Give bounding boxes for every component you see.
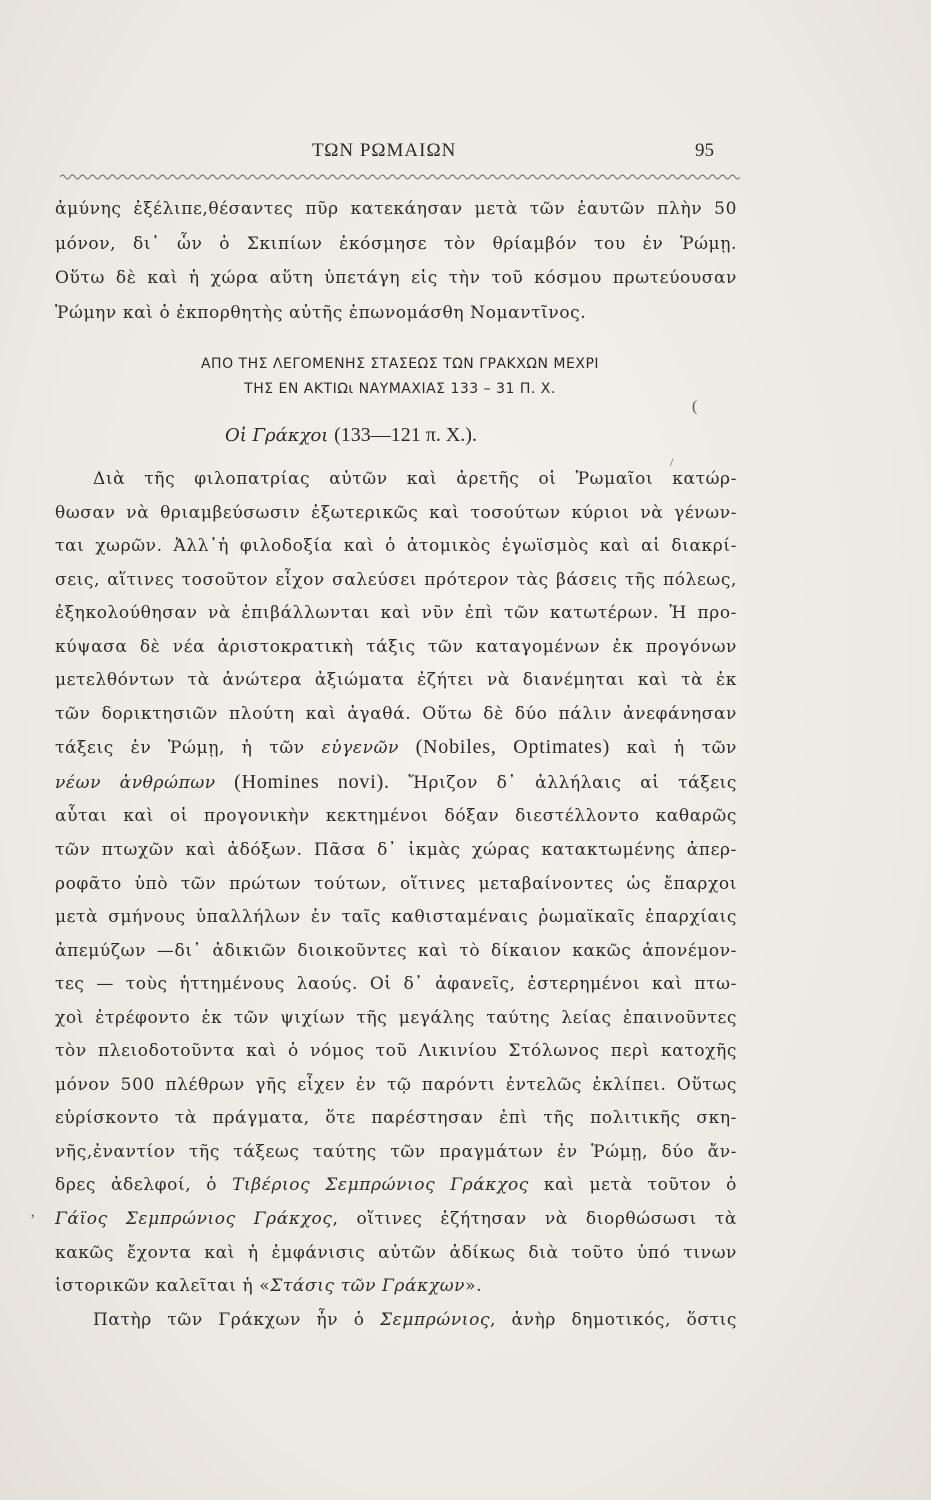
margin-mark: ( bbox=[692, 398, 698, 415]
text-line: ἀμύνης ἐξέλιπε,θέσαντες πῦρ κατεκάησαν μετὰ τῶν ἑαυτῶν πλὴν 50 bbox=[55, 199, 737, 219]
line-segment: καὶ ἡ τῶν bbox=[626, 738, 737, 759]
margin-mark: ʼ bbox=[30, 1212, 36, 1229]
text-line: Ῥώμην καὶ ὁ ἐκπορθητὴς αὐτῆς ἐπωνομάσθη Νομαντῖνος. bbox=[55, 302, 587, 323]
text-line: κύψασα δὲ νέα ἀριστοκρατικὴ τάξις τῶν καταγομένων ἐκ προγόνων bbox=[55, 636, 737, 657]
line-segment-italic: Σεμπρώνιος bbox=[380, 1309, 491, 1330]
text-line bbox=[55, 731, 737, 766]
line-segment-latin: (Homines novi). bbox=[215, 770, 409, 793]
subheading bbox=[225, 424, 477, 447]
line-segment-italic: Στάσις τῶν Γράκχων bbox=[270, 1276, 466, 1297]
line-segment: ἱστορικῶν καλεῖται ἡ « bbox=[55, 1276, 271, 1297]
section-heading-line: ΤΗΣ ΕΝ ΑΚΤΙΩι ΝΑΥΜΑΧΙΑΣ 133 – 31 Π. Χ. bbox=[244, 381, 556, 397]
text-line: Διὰ τῆς φιλοπατρίας αὐτῶν καὶ ἀρετῆς οἱ Ῥωμαῖοι κατώρ- bbox=[93, 469, 737, 489]
line-segment: , οἵτινες ἐζήτησαν νὰ διορθώσωσι τὰ bbox=[332, 1209, 737, 1230]
running-head bbox=[60, 140, 730, 170]
text-line: ται χωρῶν. Ἀλλ᾽ἡ φιλοδοξία καὶ ὁ ἀτομικὸς ἐγωϊσμὸς καὶ αἱ διακρί- bbox=[55, 536, 737, 557]
margin-mark: / bbox=[670, 455, 674, 469]
text-line: νῆς,ἐναντίον τῆς τάξεως ταύτης τῶν πραγμάτων ἐν Ῥώμῃ, δύο ἄν- bbox=[55, 1141, 737, 1162]
subheading-date: (133—121 π. Χ.). bbox=[334, 424, 477, 446]
text-line: σεις, αἵτινες τοσοῦτον εἶχον σαλεύσει πρότερον τὰς βάσεις τῆς πόλεως, bbox=[55, 569, 737, 590]
text-line: τὸν πλειοδοτοῦντα καὶ ὁ νόμος τοῦ Λικινίου Στόλωνος περὶ κατοχῆς bbox=[55, 1041, 737, 1062]
section-heading bbox=[120, 352, 680, 402]
text-line bbox=[55, 1270, 737, 1304]
line-segment: Ἤριζον δ᾽ ἀλλήλαις αἱ τάξεις bbox=[408, 772, 737, 793]
text-line: ἀπεμύζων —δι᾽ ἀδικιῶν διοικοῦντες καὶ τὸ δίκαιον κακῶς ἀπονέμον- bbox=[55, 940, 737, 961]
text-line: μετελθόντων τὰ ἀνώτερα ἀξιώματα ἐζήτει νὰ διανέμηται καὶ τὰ ἐκ bbox=[55, 670, 737, 691]
text-line bbox=[55, 766, 737, 801]
page-number: 95 bbox=[695, 140, 714, 161]
paragraph-continuation bbox=[55, 192, 737, 330]
text-line: τες — τοὺς ἡττημένους λαούς. Οἱ δ᾽ ἀφανεῖς, ἐστερημένοι καὶ πτω- bbox=[55, 974, 737, 995]
text-line bbox=[55, 1203, 737, 1237]
line-segment: καὶ μετὰ τοῦτον ὁ bbox=[528, 1175, 738, 1196]
text-line: εὑρίσκοντο τὰ πράγματα, ὅτε παρέστησαν ἐπὶ τῆς πολιτικῆς σκη- bbox=[55, 1108, 737, 1129]
text-line: ροφᾶτο ὑπὸ τῶν πρώτων τούτων, οἵτινες μεταβαίνοντες ὡς ἔπαρχοι bbox=[55, 873, 737, 894]
line-segment: τάξεις ἐν Ῥώμῃ, ἡ τῶν bbox=[55, 738, 322, 759]
text-line bbox=[55, 1304, 737, 1338]
section-heading-line: ΑΠΟ ΤΗΣ ΛΕΓΟΜΕΝΗΣ ΣΤΑΣΕΩΣ ΤΩΝ ΓΡΑΚΧΩΝ ΜΕΧΡΙ bbox=[200, 356, 600, 372]
text-line: αὗται καὶ οἱ προγονικὴν κεκτημένοι δόξαν διεστέλλοντο καθαρῶς bbox=[55, 806, 737, 827]
text-line: μόνον, δι᾽ ὧν ὁ Σκιπίων ἐκόσμησε τὸν θρίαμβόν του ἐν Ῥώμῃ. bbox=[55, 233, 737, 254]
text-line: χοὶ ἐτρέφοντο ἐκ τῶν ψιχίων τῆς μεγάλης ταύτης λείας ἐπαινοῦντες bbox=[55, 1007, 737, 1028]
text-line: ἐξηκολούθησαν νὰ ἐπιβάλλωνται καὶ νῦν ἐπὶ τῶν κατωτέρων. Ἡ προ- bbox=[55, 603, 737, 624]
text-line: τῶν δορικτησιῶν πλούτη καὶ ἀγαθά. Οὕτω δὲ δύο πάλιν ἀνεφάνησαν bbox=[55, 703, 737, 724]
line-segment: ». bbox=[465, 1276, 483, 1297]
paragraph-gracchi bbox=[55, 463, 737, 1337]
text-line: μόνον 500 πλέθρων γῆς εἶχεν ἐν τῷ παρόντι ἐντελῶς ἐκλίπει. Οὕτως bbox=[55, 1074, 737, 1095]
text-line: μετὰ σμήνους ὑπαλλήλων ἐν ταῖς καθισταμέναις ῥωμαϊκαῖς ἐπαρχίαις bbox=[55, 907, 737, 928]
line-segment: Πατὴρ τῶν Γράκχων ἦν ὁ bbox=[93, 1309, 381, 1330]
wavy-rule bbox=[60, 172, 740, 182]
text-line: Οὕτω δὲ καὶ ἡ χώρα αὕτη ὑπετάγη εἰς τὴν τοῦ κόσμου πρωτεύουσαν bbox=[55, 268, 737, 289]
text-line: θωσαν νὰ θριαμβεύσωσιν ἐξωτερικῶς καὶ τοσούτων κύριοι νὰ γένων- bbox=[55, 502, 737, 523]
text-line: τῶν πτωχῶν καὶ ἀδόξων. Πᾶσα δ᾽ ἰκμὰς χώρας κατακτωμένης ἀπερ- bbox=[55, 840, 737, 861]
line-segment-italic: νέων ἀνθρώπων bbox=[55, 772, 216, 793]
running-title: ΤΩΝ ΡΩΜΑΙΩΝ bbox=[312, 140, 457, 161]
line-segment-italic: εὐγενῶν bbox=[321, 738, 399, 759]
line-segment: δρες ἀδελφοί, ὁ bbox=[55, 1175, 233, 1196]
line-segment-latin: (Nobiles, Optimates) bbox=[399, 736, 627, 759]
text-line bbox=[55, 1169, 737, 1203]
line-segment: , ἀνὴρ δημοτικός, ὅστις bbox=[490, 1309, 737, 1330]
line-segment-italic: Τιβέριος Σεμπρώνιος Γράκχος bbox=[232, 1175, 529, 1196]
subheading-title: Οἱ Γράκχοι bbox=[225, 425, 329, 446]
line-segment-italic: Γάϊος Σεμπρώνιος Γράκχος bbox=[55, 1209, 333, 1230]
text-line: κακῶς ἔχοντα καὶ ἡ ἐμφάνισις αὐτῶν ἀδίκως διὰ τοῦτο ὑπό τινων bbox=[55, 1242, 737, 1263]
